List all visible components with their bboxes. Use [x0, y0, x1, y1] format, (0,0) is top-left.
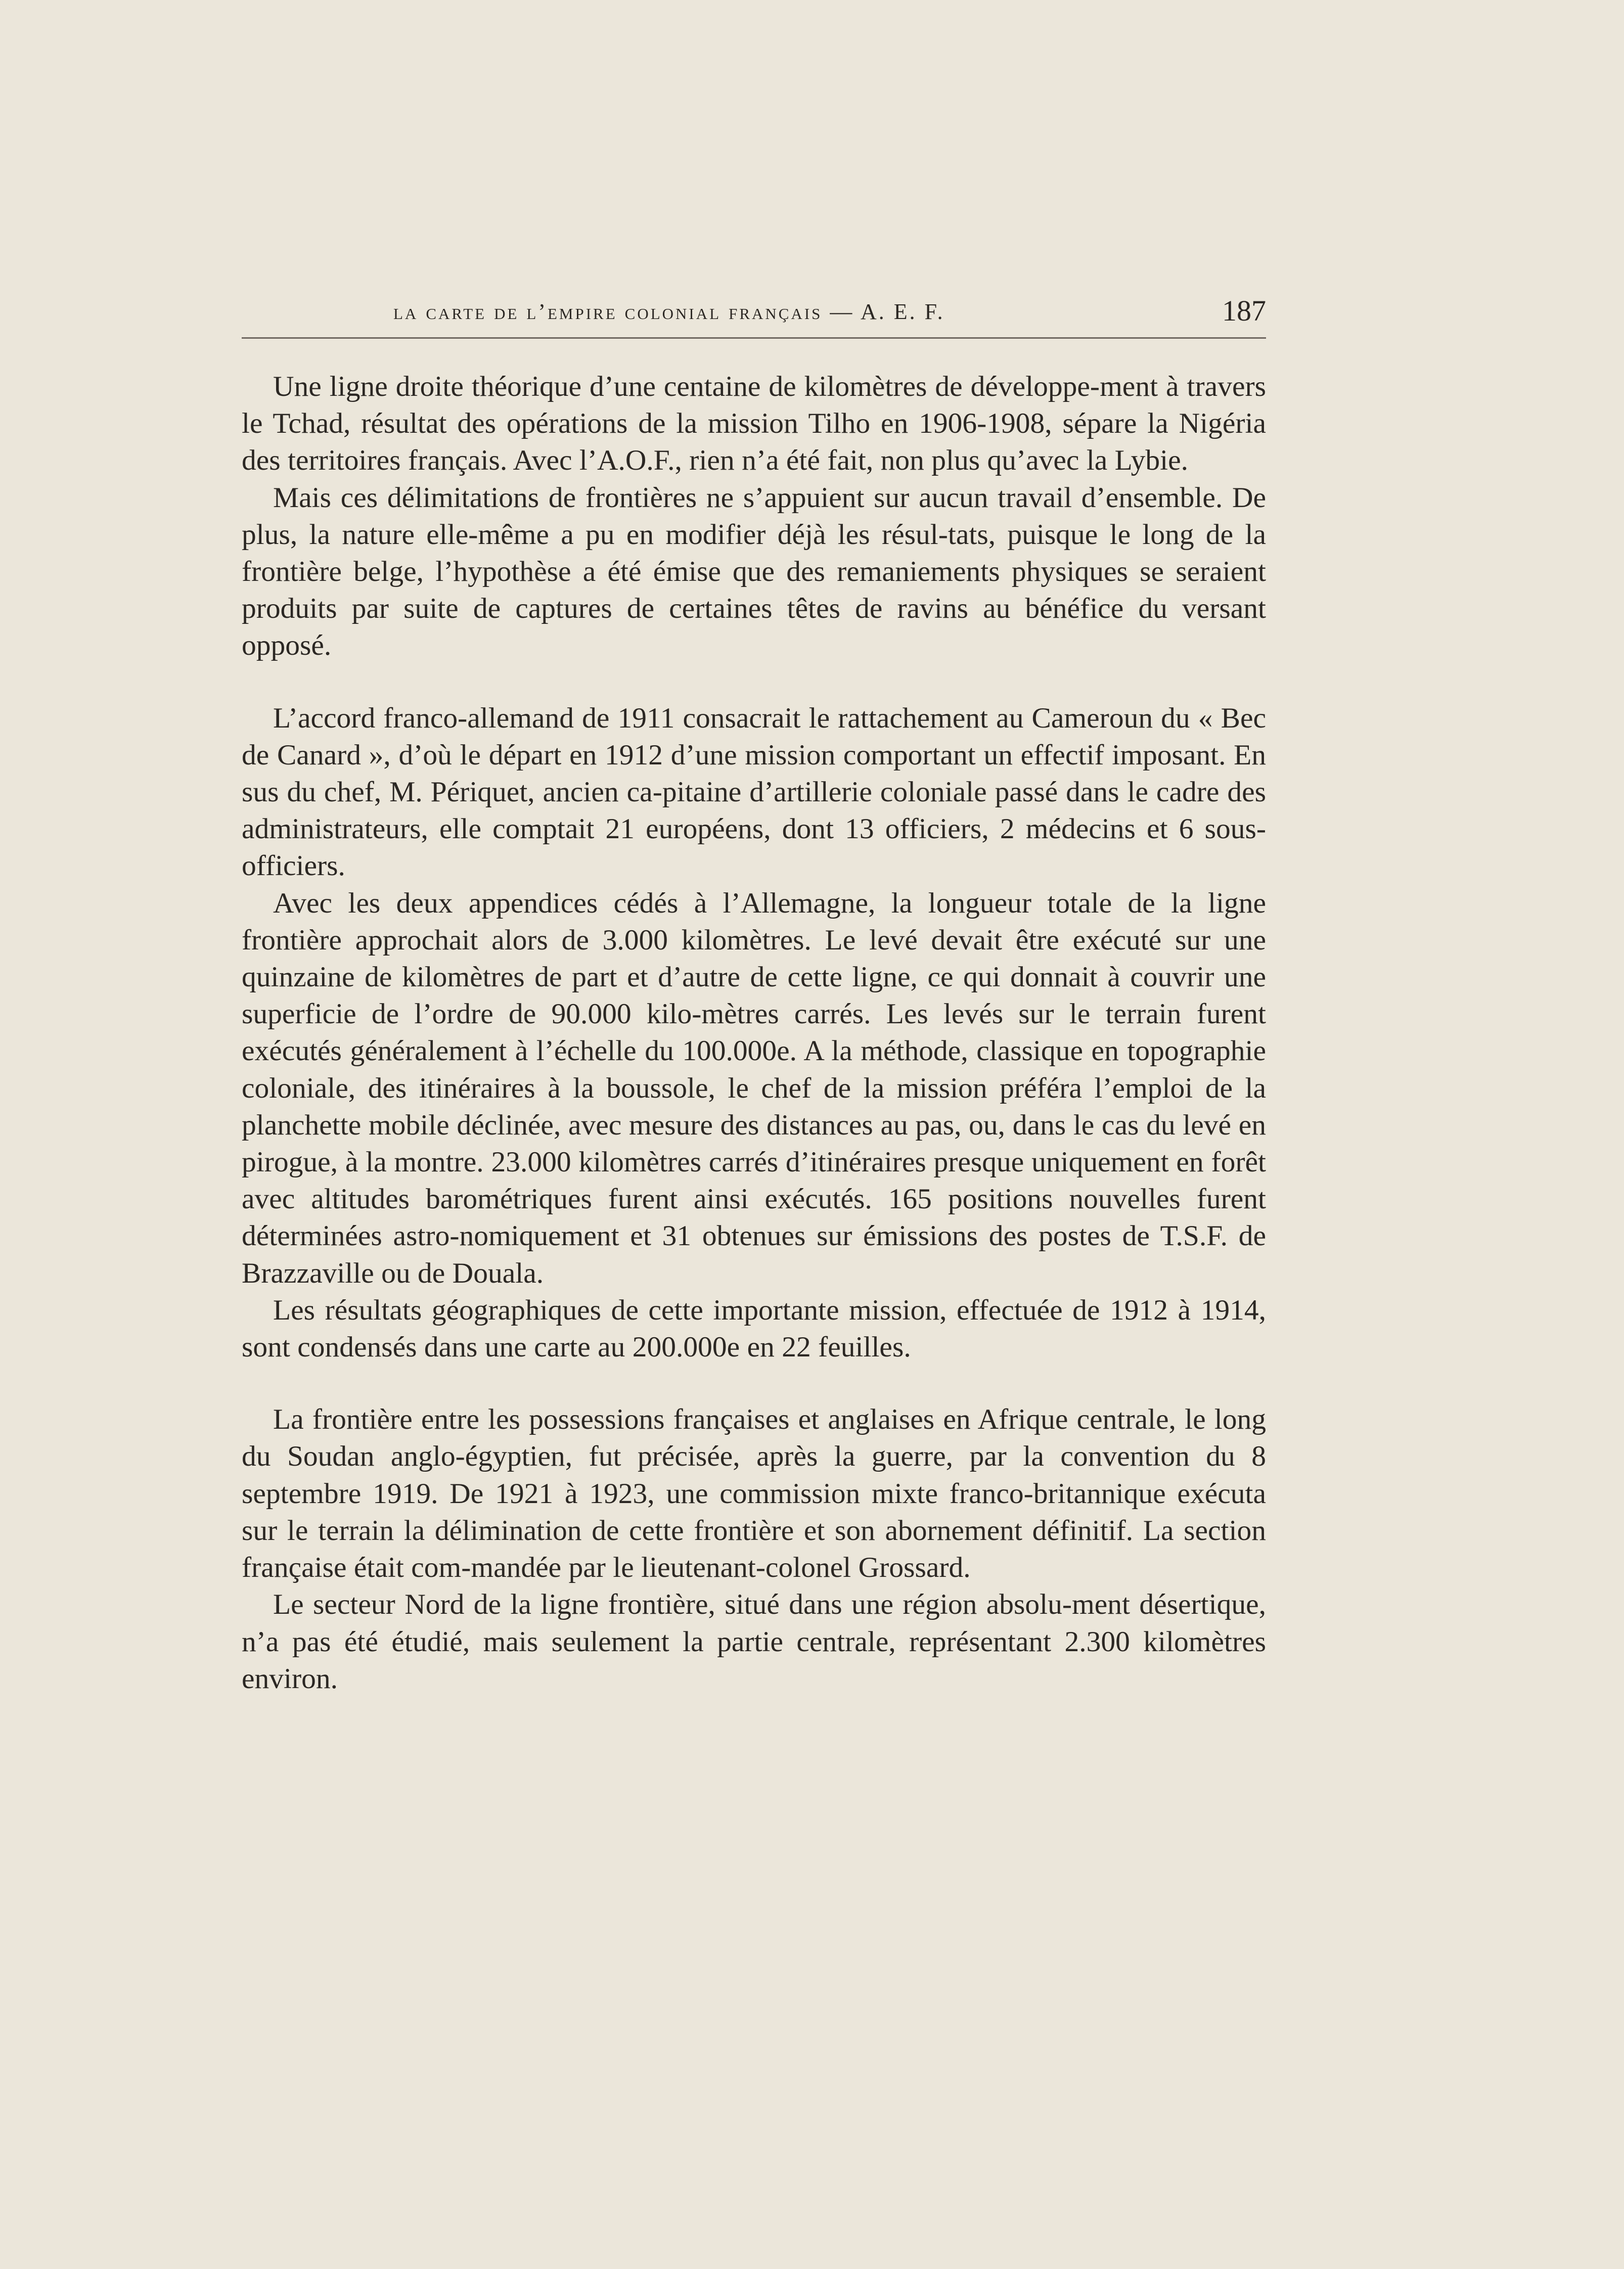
paragraph-tchad-line: Une ligne droite théorique d’une centaine de kilomètres de développe-ment à travers le Tchad, résultat des opérations de la mission Tilho en 1906-1908, sépare la Nigéria des territoires français. Avec l’A.O.F., rien n’a été fait, non plus qu’avec la Lybie.	[242, 371, 1266, 477]
paragraph-secteur-nord: Le secteur Nord de la ligne frontière, situé dans une région absolu-ment désertique, n’a pas été étudié, mais seulement la partie centrale, représentant 2.300 kilomètres environ.	[242, 1589, 1266, 1695]
paragraph-accord-1911: L’accord franco-allemand de 1911 consacrait le rattachement au Cameroun du « Bec de Canard », d’où le départ en 1912 d’une mission comportant un effectif imposant. En sus du chef, M. Périquet, ancien ca-pitaine d’artillerie coloniale passé dans le cadre des administrateurs, elle comptait 21 européens, dont 13 officiers, 2 médecins et 6 sous-officiers.	[242, 702, 1266, 882]
paragraph-appendices: Avec les deux appendices cédés à l’Allemagne, la longueur totale de la ligne frontière approchait alors de 3.000 kilomètres. Le levé devait être exécuté sur une quinzaine de kilomètres de part et d’autre de cette ligne, ce qui donnait à couvrir une superficie de l’ordre de 90.000 kilo-mètres carrés. Les levés sur le terrain furent exécutés généralement à l’échelle du 100.000e. A la méthode, classique en topographie coloniale, des itinéraires à la boussole, le chef de la mission préféra l’emploi de la planchette mobile déclinée, avec mesure des distances au pas, ou, dans le cas du levé en pirogue, à la montre. 23.000 kilomètres carrés d’itinéraires presque uniquement en forêt avec altitudes barométriques furent ainsi exécutés. 165 positions nouvelles furent déterminées astro-nomiquement et 31 obtenues sur émissions des postes de T.S.F. de Brazzaville ou de Douala.	[242, 887, 1266, 1289]
page-header	[242, 286, 1266, 339]
page-number: 187	[1222, 294, 1266, 327]
paragraph-resultats: Les résultats géographiques de cette importante mission, effectuée de 1912 à 1914, sont condensés dans une carte au 200.000e en 22 feuilles.	[242, 1294, 1266, 1364]
header-rule	[242, 337, 1266, 339]
paragraph-frontiere-anglaise: La frontière entre les possessions françaises et anglaises en Afrique centrale, le long du Soudan anglo-égyptien, fut précisée, après la guerre, par la convention du 8 septembre 1919. De 1921 à 1923, une commission mixte franco-britannique exécuta sur le terrain la délimination de cette frontière et son abornement définitif. La section française était com-mandée par le lieutenant-colonel Grossard.	[242, 1403, 1266, 1584]
header-section: A. E. F.	[860, 299, 945, 324]
running-title	[393, 299, 945, 325]
body-text	[242, 368, 1266, 1697]
paragraph-delimitations: Mais ces délimitations de frontières ne s’appuient sur aucun travail d’ensemble. De plus, la nature elle-même a pu en modifier déjà les résul-tats, puisque le long de la frontière belge, l’hypothèse a été émise que des remaniements physiques se seraient produits par suite de captures de certaines têtes de ravins au bénéfice du versant opposé.	[242, 481, 1266, 662]
header-separator: —	[830, 299, 854, 324]
running-title-text: la carte de l’empire colonial français	[393, 299, 823, 324]
